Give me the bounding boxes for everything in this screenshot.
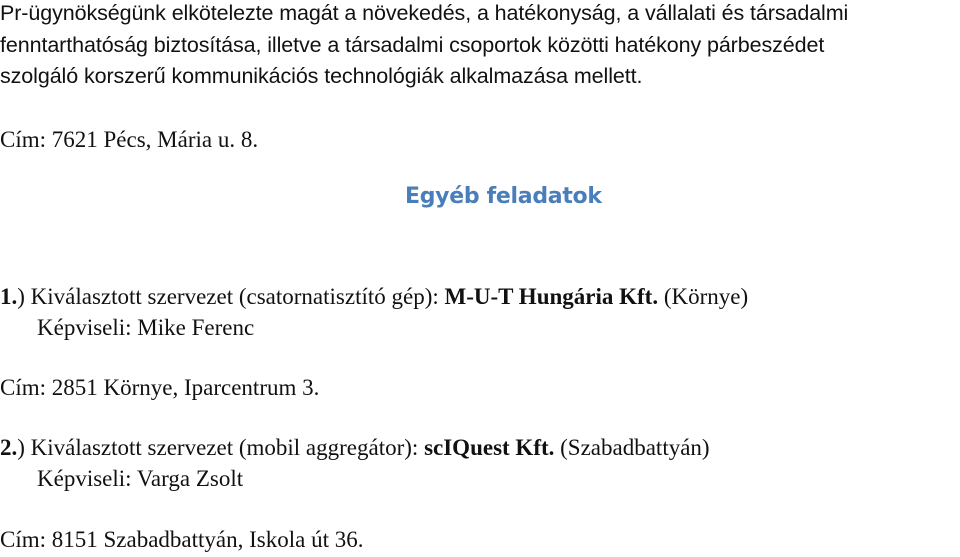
intro-line-2: fenntarthatóság biztosítása, illetve a társadalmi csoportok közötti hatékony párbeszédet	[0, 33, 825, 57]
item-2-location: (Szabadbattyán)	[554, 435, 710, 460]
item-1-location: (Környe)	[658, 284, 749, 309]
item-1-org: M-U-T Hungária Kft.	[444, 284, 659, 309]
item-1-line	[0, 285, 748, 308]
item-2-number: 2.	[0, 435, 18, 460]
item-2-prefix: ) Kiválasztott szervezet (mobil aggregátor):	[17, 435, 425, 460]
item-2-line	[0, 436, 710, 459]
item-1-number: 1.	[0, 284, 18, 309]
item-2-representative: Képviseli: Varga Zsolt	[37, 466, 244, 491]
item-2-org: scIQuest Kft.	[424, 435, 555, 460]
company-address: Cím: 7621 Pécs, Mária u. 8.	[0, 127, 259, 152]
item-1-address: Cím: 2851 Környe, Iparcentrum 3.	[0, 375, 320, 400]
intro-line-1: Pr-ügynökségünk elkötelezte magát a növekedés, a hatékonyság, a vállalati és társadalmi	[0, 1, 849, 25]
intro-line-3: szolgáló korszerű kommunikációs technológiák alkalmazása mellett.	[0, 64, 643, 88]
item-1-representative: Képviseli: Mike Ferenc	[37, 315, 255, 340]
item-2-address: Cím: 8151 Szabadbattyán, Iskola út 36.	[0, 527, 364, 552]
item-1-prefix: ) Kiválasztott szervezet (csatornatisztító gép):	[17, 284, 445, 309]
section-heading: Egyéb feladatok	[405, 184, 602, 209]
